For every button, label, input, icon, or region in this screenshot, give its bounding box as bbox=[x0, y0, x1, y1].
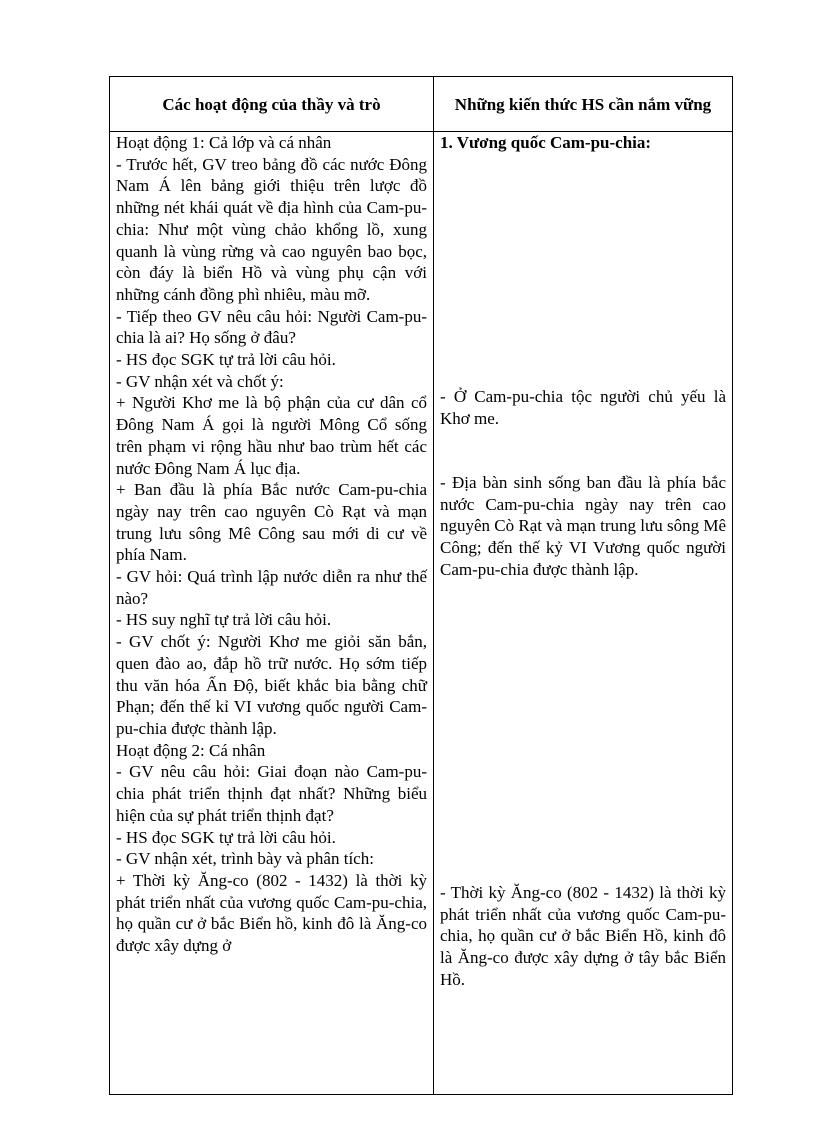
activity-paragraph: Hoạt động 2: Cá nhân bbox=[116, 740, 266, 760]
activity-paragraph: - Tiếp theo GV nêu câu hỏi: Người Cam-pu-chia là ai? Họ sống ở đâu? bbox=[116, 306, 427, 348]
header-knowledge: Những kiến thức HS cần nắm vững bbox=[434, 77, 733, 132]
activity-paragraph: Hoạt động 1: Cả lớp và cá nhân bbox=[116, 133, 332, 152]
activity-paragraph: + Ban đầu là phía Bắc nước Cam-pu-chia ngày nay trên cao nguyên Cò Rạt và mạn trung lưu sông Mê Công sau mới di cư về phía Nam. bbox=[116, 480, 427, 565]
activity-paragraph: - GV hỏi: Quá trình lập nước diễn ra như thế nào? bbox=[116, 567, 427, 608]
activity-paragraph: - HS đọc SGK tự trả lời câu hỏi. bbox=[116, 350, 336, 370]
activity-paragraph: - GV nhận xét và chốt ý: bbox=[116, 371, 284, 391]
activity-paragraph: - GV chốt ý: Người Khơ me giỏi săn bắn, quen đào ao, đắp hồ trữ nước. Họ sớm tiếp thu văn hóa Ấn Độ, biết khắc bia bằng chữ Phạn; đến thế kỉ VI vương quốc người Cam-pu-chia được thành lập. bbox=[116, 632, 427, 738]
header-activities: Các hoạt động của thầy và trò bbox=[110, 77, 434, 132]
activity-paragraph: - Trước hết, GV treo bảng đồ các nước Đông Nam Á lên bảng giới thiệu trên lược đồ những nét khái quát về địa hình của Cam-pu-chia: Như một vùng chảo khổng lồ, xung quanh là vùng rừng và cao nguyên bao bọc, còn đáy là biển Hồ và vùng phụ cận với những cánh đồng phì nhiêu, màu mỡ. bbox=[116, 154, 427, 304]
activity-paragraph: - GV nêu câu hỏi: Giai đoạn nào Cam-pu-chia phát triển thịnh đạt nhất? Những biểu hiện của sự phát triển thịnh đạt? bbox=[116, 762, 427, 825]
activity-paragraph: - GV nhận xét, trình bày và phân tích: bbox=[116, 849, 374, 869]
section-heading: 1. Vương quốc Cam-pu-chia: bbox=[440, 133, 652, 152]
knowledge-cell bbox=[434, 132, 733, 1095]
knowledge-block: - Ở Cam-pu-chia tộc người chủ yếu là Khơ me. bbox=[440, 387, 726, 428]
activity-paragraph: - HS suy nghĩ tự trả lời câu hỏi. bbox=[116, 610, 332, 630]
knowledge-block: - Thời kỳ Ăng-co (802 - 1432) là thời kỳ phát triển nhất của vương quốc Cam-pu-chia, họ quần cư ở bắc Biển Hồ, kinh đô là Ăng-co được xây dựng ở tây bắc Biển Hồ. bbox=[440, 883, 726, 989]
activity-paragraph: - HS đọc SGK tự trả lời câu hỏi. bbox=[116, 827, 336, 847]
activities-cell bbox=[110, 132, 434, 1095]
activity-paragraph: + Người Khơ me là bộ phận của cư dân cổ Đông Nam Á gọi là người Mông Cổ sống trên phạm vi rộng hầu như bao trùm hết các nước Đông Nam Á lục địa. bbox=[116, 393, 427, 478]
lesson-table bbox=[109, 76, 733, 1095]
activity-paragraph: + Thời kỳ Ăng-co (802 - 1432) là thời kỳ phát triển nhất của vương quốc Cam-pu-chia, họ quần cư ở bắc Biển hồ, kinh đô là Ăng-co được xây dựng ở bbox=[116, 870, 427, 956]
content-row bbox=[110, 132, 733, 1095]
header-row bbox=[110, 77, 733, 132]
knowledge-block: - Địa bàn sinh sống ban đầu là phía bắc nước Cam-pu-chia ngày nay trên cao nguyên Cò Rạt và mạn trung lưu sông Mê Công; đến thế kỷ VI Vương quốc người Cam-pu-chia được thành lập. bbox=[440, 473, 726, 579]
